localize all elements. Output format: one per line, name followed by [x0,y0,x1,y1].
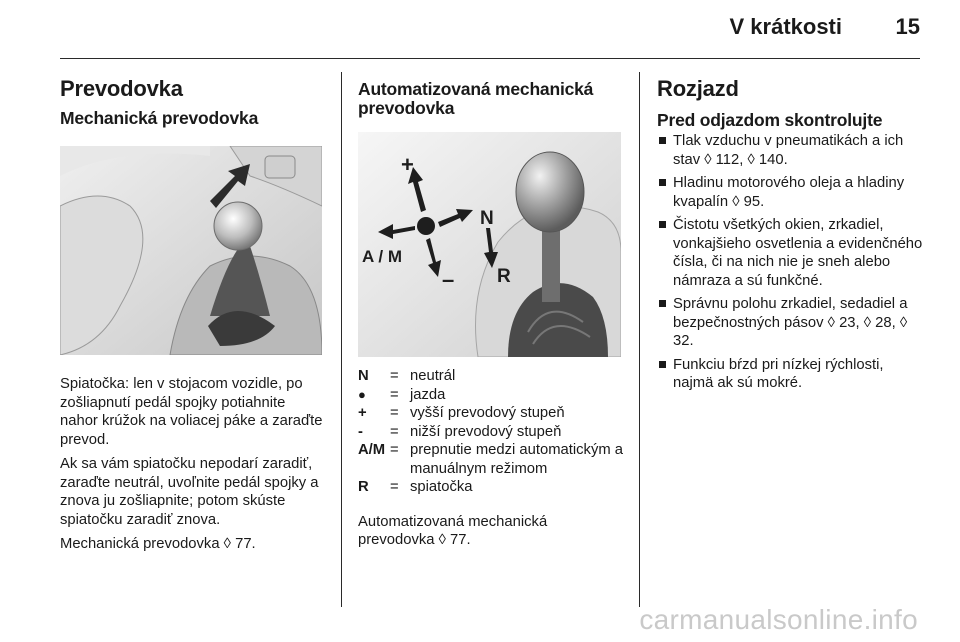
am-label: A / M [362,247,402,266]
legend-equals: = [390,442,399,458]
legend-description: vyšší prevodový stupeň [410,405,565,421]
legend-row [358,386,624,405]
legend-row [358,441,624,478]
checklist-item: Čistotu všetkých okien, zrkadiel, vonkajšieho osvetlenia a evidenčného čísla, či na nich nie je sneh alebo námraza a sú funkčné. [657,216,923,290]
paragraph-reverse-retry: Ak sa vám spiatočku nepodarí zaradiť, zaraďte neutrál, uvoľnite pedál spojky a znova ju zošliapnite; potom skúste spiatočku zaradiť znova. [60,456,319,528]
legend-description: nižší prevodový stupeň [410,423,562,440]
automated-shifter-diagram [358,132,621,357]
section-title-rozjazd: Rozjazd [657,76,739,101]
legend-row [358,367,624,386]
watermark: carmanualsonline.info [639,604,918,635]
legend-symbol: - [358,423,363,440]
column-divider-1 [341,72,342,607]
legend-equals: = [390,479,399,495]
legend-row [358,478,624,497]
legend-symbol: ● [358,386,366,402]
legend-description: neutrál [410,368,456,384]
header-rule [60,58,920,59]
subsection-title-check: Pred odjazdom skontrolujte [657,110,883,130]
paragraph-automated-reference: Automatizovaná mechanická prevodovka ◊ 77. [358,513,548,548]
r-label: R [497,266,511,287]
legend-equals: = [390,405,399,421]
legend-row [358,423,624,442]
gear-legend [358,367,624,497]
checklist-item: Funkciu bŕzd pri nízkej rýchlosti, najmä ak sú mokré. [657,356,923,393]
legend-equals: = [390,368,399,384]
manual-shifter-illustration [60,146,322,355]
column-manual-transmission [60,76,326,554]
checklist-item: Správnu polohu zrkadiel, sedadiel a bezpečnostných pásov ◊ 23, ◊ 28, ◊ 32. [657,295,923,351]
pre-drive-checklist [657,132,923,393]
header-title: V krátkosti [729,14,842,39]
minus-label: – [442,267,455,292]
legend-description: jazda [410,386,446,403]
legend-symbol: + [358,405,367,421]
drive-dot-icon [417,217,435,235]
n-label: N [480,208,494,229]
subsection-title-manual: Mechanická prevodovka [60,108,259,128]
section-title-prevodovka: Prevodovka [60,76,183,101]
legend-symbol: R [358,479,369,495]
legend-symbol: N [358,368,369,384]
plus-label: + [401,152,414,177]
checklist-item: Tlak vzduchu v pneumatikách a ich stav ◊ 112, ◊ 140. [657,132,923,169]
legend-equals: = [390,423,399,440]
checklist-item: Hladinu motorového oleja a hladiny kvapalín ◊ 95. [657,174,923,211]
column-automated-transmission [358,76,624,550]
legend-symbol: A/M [358,442,386,458]
automated-shifter-image [358,132,621,357]
legend-equals: = [390,386,399,403]
paragraph-manual-reference: Mechanická prevodovka ◊ 77. [60,536,256,552]
column-divider-2 [639,72,640,607]
section-title-automated: Automatizovaná mechanická prevodovka [358,79,594,118]
legend-row [358,404,624,423]
manual-shifter-image [60,146,322,355]
legend-description: prepnutie medzi automatickým a manuálnym režimom [410,442,624,477]
legend-description: spiatočka [410,479,473,495]
paragraph-reverse-gear: Spiatočka: len v stojacom vozidle, po zošliapnutí pedál spojky potiahnite nahor krúžok na voliacej páke a zaraďte prevod. [60,376,323,448]
column-starting-off [657,76,923,398]
page-number: 15 [895,14,920,39]
